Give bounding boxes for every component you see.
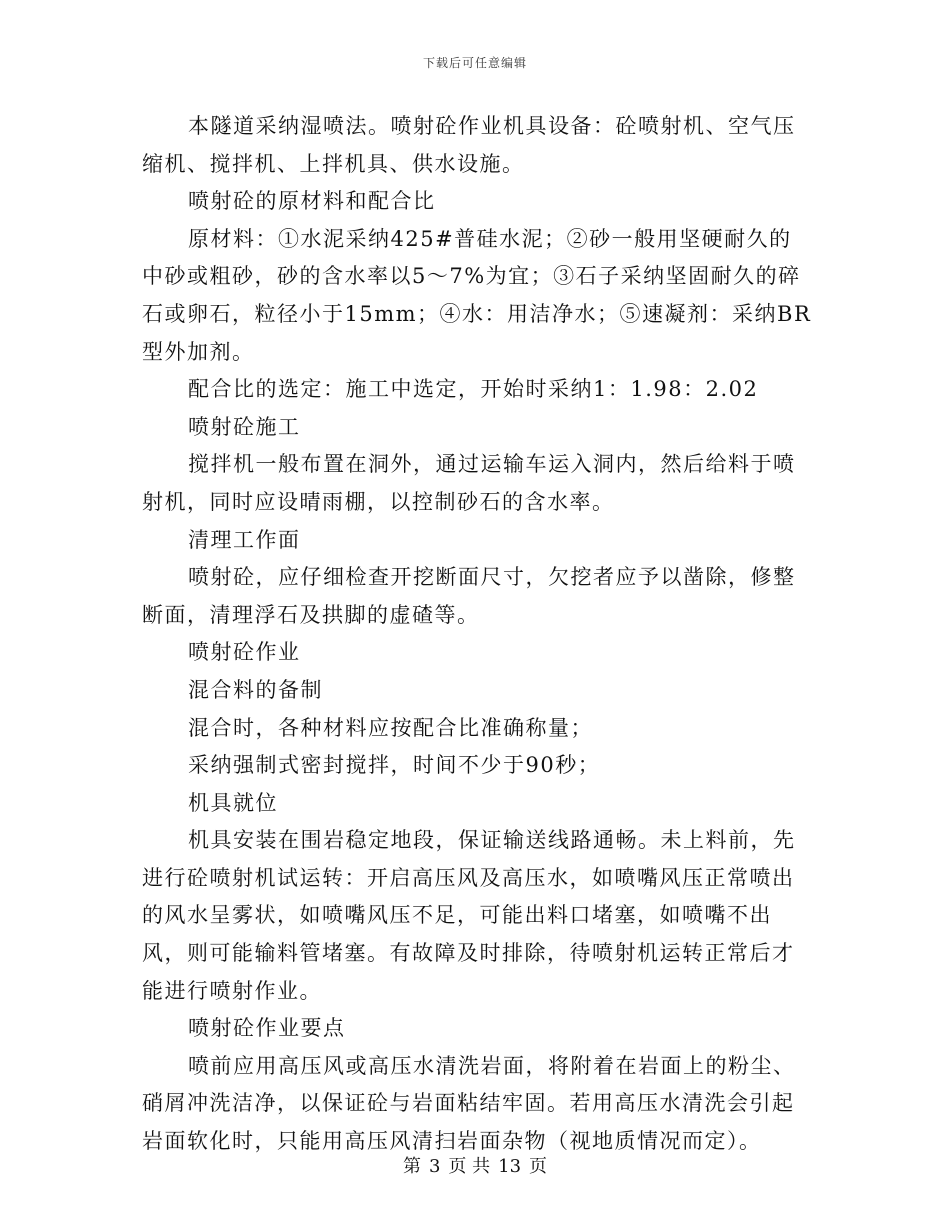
section-heading-mixture: 混合料的备制 <box>188 677 323 702</box>
paragraph-weighing: 混合时，各种材料应按配合比准确称量； <box>188 715 593 740</box>
section-heading-cleaning: 清理工作面 <box>188 527 301 552</box>
paragraph-key-points: 喷前应用高压风或高压水清洗岩面，将附着在岩面上的粉尘、硝屑冲洗洁净，以保证砼与岩面粘结牢固。若用高压水清洗会引起岩面软化时，只能用高压风清扫岩面杂物（视地质情况而定）。 <box>142 1053 796 1154</box>
section-heading-operation: 喷射砼作业 <box>188 640 301 665</box>
section-heading-construction: 喷射砼施工 <box>188 414 301 439</box>
paragraph-mix-ratio: 配合比的选定：施工中选定，开始时采纳1：1.98：2.02 <box>188 377 759 402</box>
footer-suffix: 页 <box>529 1156 548 1177</box>
paragraph-stirring: 采纳强制式密封搅拌，时间不少于90秒； <box>188 753 601 778</box>
paragraph-cleaning: 喷射砼，应仔细检查开挖断面尺寸，欠挖者应予以凿除，修整断面，清理浮石及拱脚的虚碴等。 <box>142 565 796 627</box>
section-heading-materials: 喷射砼的原材料和配合比 <box>188 189 436 214</box>
page-header: 下载后可任意编辑 <box>422 56 527 70</box>
page-footer <box>0 1152 950 1178</box>
paragraph-mixer: 搅拌机一般布置在洞外，通过运输车运入洞内，然后给料于喷射机，同时应设晴雨棚，以控制砂石的含水率。 <box>142 452 796 514</box>
paragraph-intro: 本隧道采纳湿喷法。喷射砼作业机具设备：砼喷射机、空气压缩机、搅拌机、上拌机具、供水设施。 <box>142 114 796 176</box>
document-body <box>142 108 812 1161</box>
page-number: 3 <box>428 1156 441 1177</box>
section-heading-key-points: 喷射砼作业要点 <box>188 1016 346 1041</box>
footer-middle: 页 共 <box>448 1156 491 1177</box>
total-pages: 13 <box>498 1156 522 1177</box>
paragraph-materials: 原材料：①水泥采纳425#普硅水泥；②砂一般用坚硬耐久的中砂或粗砂，砂的含水率以5～7%为宜；③石子采纳坚固耐久的碎石或卵石，粒径小于15mm；④水：用洁净水；⑤速凝剂：采纳BR型外加剂。 <box>142 226 812 364</box>
footer-prefix: 第 <box>402 1156 421 1177</box>
section-heading-equipment: 机具就位 <box>188 790 278 815</box>
paragraph-equipment: 机具安装在围岩稳定地段，保证输送线路通畅。未上料前，先进行砼喷射机试运转：开启高压风及高压水，如喷嘴风压正常喷出的风水呈雾状，如喷嘴风压不足，可能出料口堵塞，如喷嘴不出风，则可能输料管堵塞。有故障及时排除，待喷射机运转正常后才能进行喷射作业。 <box>142 828 796 1003</box>
